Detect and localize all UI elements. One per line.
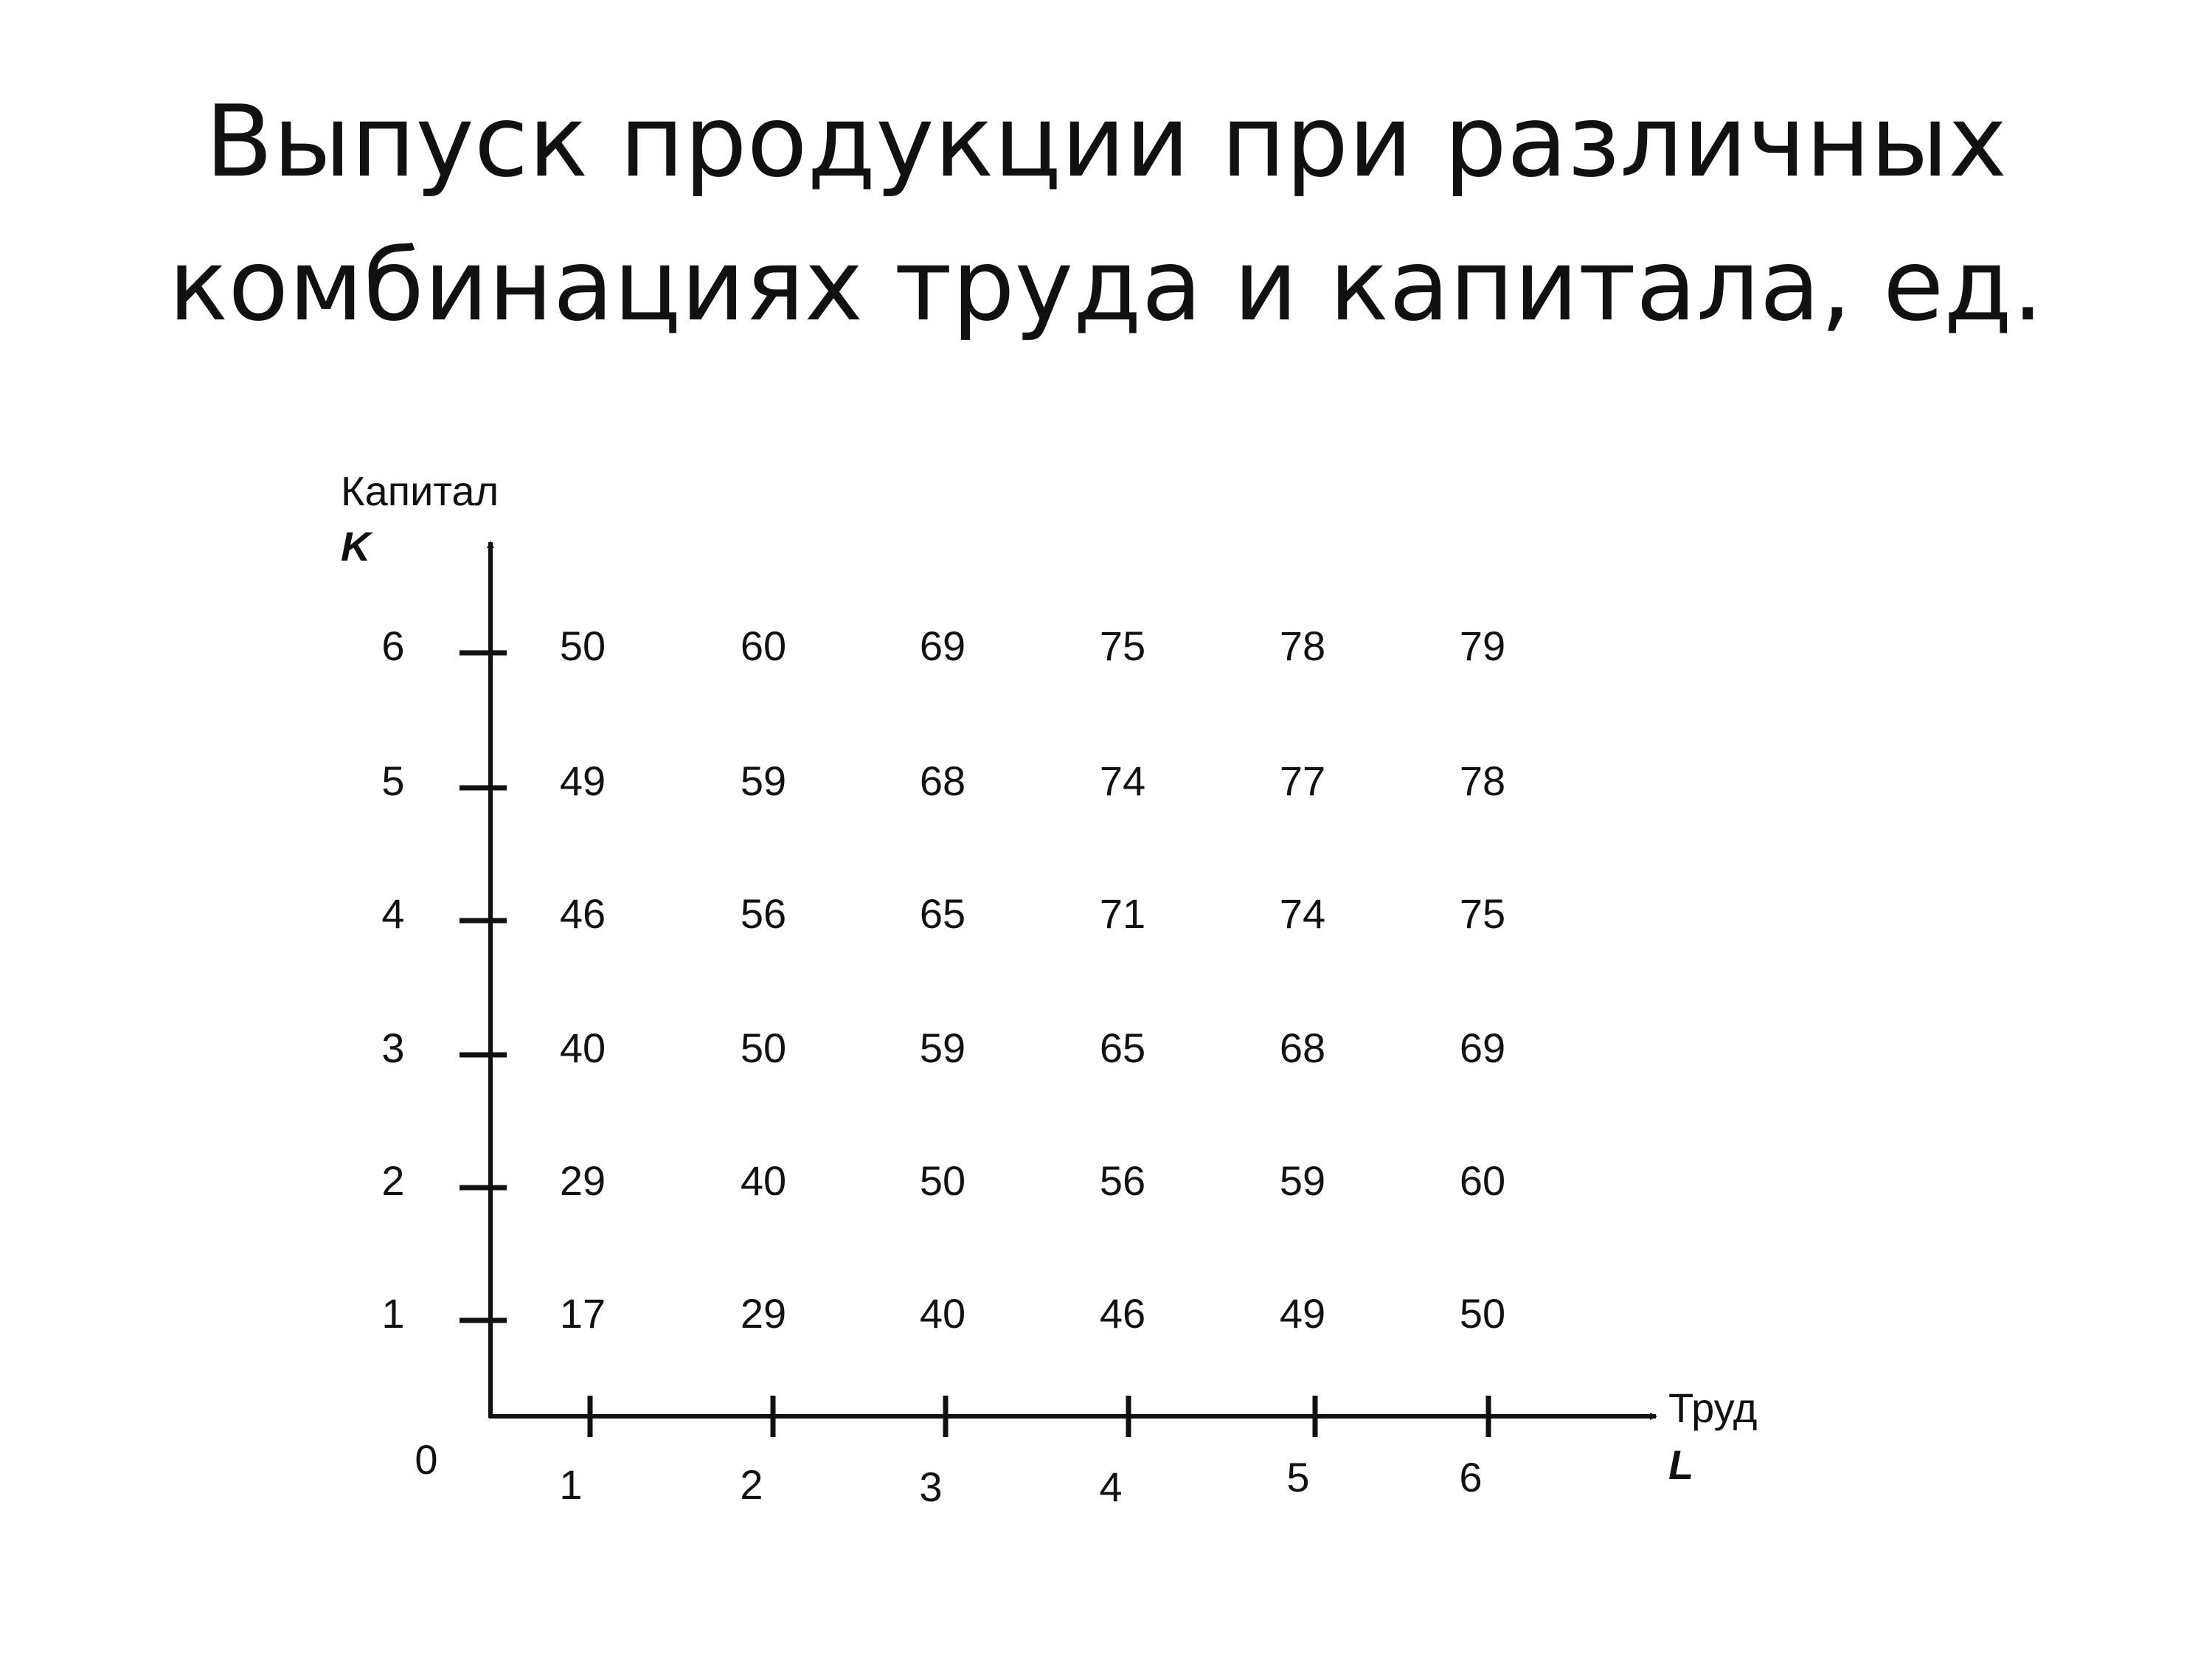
data-cell: 68 — [919, 758, 966, 804]
data-cell: 50 — [1459, 1290, 1506, 1337]
y-axis-symbol: K — [341, 523, 371, 569]
y-tick-label: 6 — [381, 623, 405, 669]
x-tick-label: 3 — [919, 1464, 943, 1510]
data-cell: 69 — [919, 623, 966, 669]
data-cell: 74 — [1279, 890, 1326, 937]
x-tick-label: 6 — [1459, 1454, 1483, 1500]
data-cell: 40 — [919, 1290, 966, 1337]
y-tick-label: 5 — [381, 758, 405, 804]
origin-label: 0 — [415, 1436, 438, 1483]
data-cell: 79 — [1459, 623, 1506, 669]
y-tick-label: 4 — [381, 890, 405, 937]
data-cell: 60 — [1459, 1157, 1506, 1204]
data-cell: 59 — [919, 1025, 966, 1071]
data-cell: 59 — [1279, 1157, 1326, 1204]
data-cell: 78 — [1459, 758, 1506, 804]
y-tick-label: 2 — [381, 1157, 405, 1204]
data-cell: 60 — [740, 623, 787, 669]
data-cell: 50 — [559, 623, 606, 669]
y-tick-label: 1 — [381, 1290, 405, 1337]
y-tick-label: 3 — [381, 1025, 405, 1071]
data-cell: 68 — [1279, 1025, 1326, 1071]
data-cell: 40 — [559, 1025, 606, 1071]
data-cell: 56 — [740, 890, 787, 937]
data-cell: 49 — [559, 758, 606, 804]
x-axis-symbol: L — [1668, 1441, 1694, 1488]
y-axis-title: Капитал — [341, 468, 499, 514]
data-cell: 56 — [1099, 1157, 1146, 1204]
data-cell: 69 — [1459, 1025, 1506, 1071]
data-cell: 65 — [1099, 1025, 1146, 1071]
data-cell: 49 — [1279, 1290, 1326, 1337]
data-cell: 71 — [1099, 890, 1146, 937]
data-cell: 59 — [740, 758, 787, 804]
data-cell: 29 — [740, 1290, 787, 1337]
data-cell: 46 — [1099, 1290, 1146, 1337]
data-cell: 75 — [1099, 623, 1146, 669]
x-tick-label: 5 — [1286, 1454, 1310, 1500]
data-cell: 29 — [559, 1157, 606, 1204]
data-cell: 17 — [559, 1290, 606, 1337]
x-tick-label: 1 — [559, 1461, 583, 1508]
x-axis-title: Труд — [1668, 1385, 1758, 1431]
data-cell: 50 — [740, 1025, 787, 1071]
data-cell: 65 — [919, 890, 966, 937]
slide-title-line-1: Выпуск продукции при различных — [205, 84, 2007, 199]
data-cell: 78 — [1279, 623, 1326, 669]
data-cell: 40 — [740, 1157, 787, 1204]
data-cell: 75 — [1459, 890, 1506, 937]
x-tick-label: 2 — [740, 1461, 763, 1508]
slide-title-line-2: комбинациях труда и капитала, ед. — [168, 228, 2044, 343]
x-tick-label: 4 — [1099, 1464, 1123, 1510]
data-cell: 74 — [1099, 758, 1146, 804]
data-cell: 77 — [1279, 758, 1326, 804]
data-cell: 50 — [919, 1157, 966, 1204]
data-cell: 46 — [559, 890, 606, 937]
